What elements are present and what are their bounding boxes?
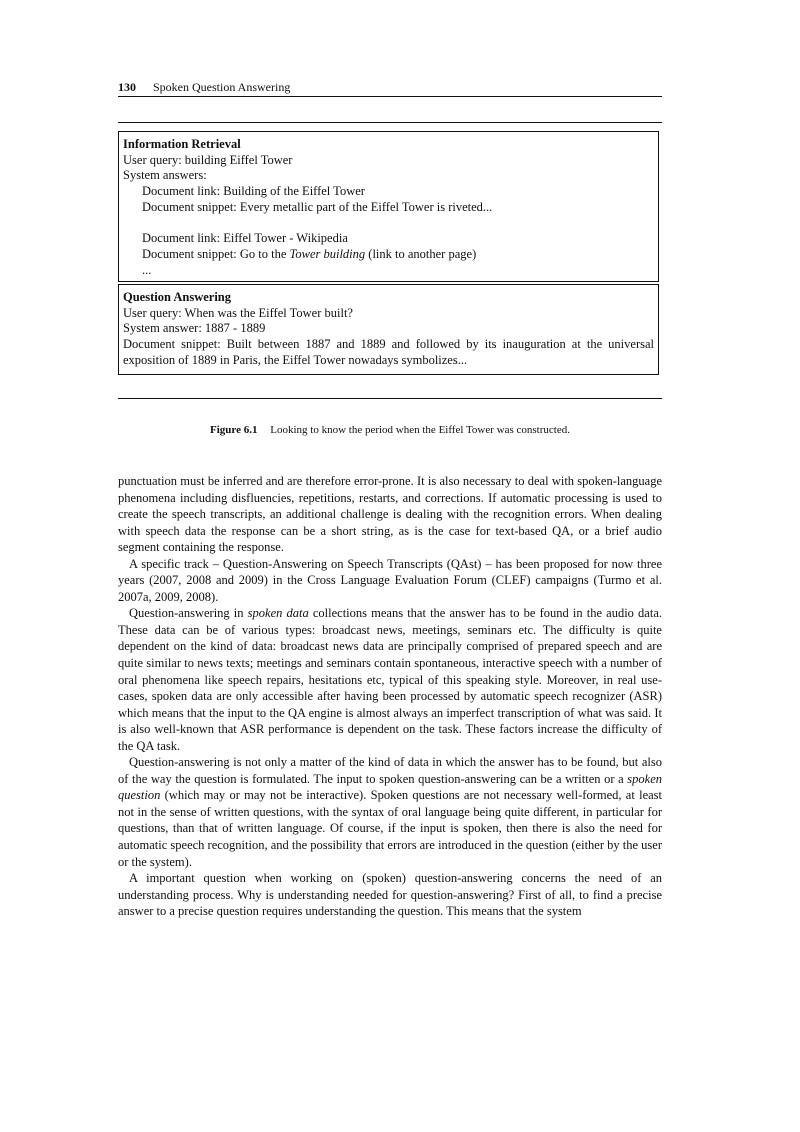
- ir-link-1: Document link: Building of the Eiffel Tower: [142, 184, 365, 199]
- paragraph-3: [118, 605, 662, 754]
- paragraph-3-start: Question-answering in: [129, 606, 248, 621]
- ir-ellipsis: ...: [142, 262, 152, 277]
- paragraph-5: A important question when working on (spoken) question-answering concerns the need of an understanding process. Why is understanding needed for question-answering? First of all, to find a precise answer to a precise question requires understanding the question. This means that the system: [118, 871, 662, 919]
- header-rule: [118, 96, 662, 97]
- qa-snippet: Document snippet: Built between 1887 and 1889 and followed by its inauguration at the universal exposition of 1889 in Paris, the Eiffel Tower nowadays symbolizes...: [123, 337, 654, 367]
- caption-label: Figure 6.1: [210, 424, 258, 436]
- page-number: 130: [118, 80, 136, 94]
- qa-answer: System answer: 1887 - 1889: [123, 321, 266, 336]
- caption-text: Looking to know the period when the Eiffel Tower was constructed.: [270, 424, 570, 436]
- ir-link-2: Document link: Eiffel Tower - Wikipedia: [142, 231, 348, 246]
- qa-box: [118, 284, 659, 375]
- ir-snippet-2-suffix: (link to another page): [365, 246, 477, 261]
- ir-snippet-2: [123, 247, 654, 263]
- ir-query: User query: building Eiffel Tower: [123, 152, 293, 167]
- ir-title: Information Retrieval: [123, 137, 241, 151]
- running-title: Spoken Question Answering: [153, 80, 291, 94]
- figure-top-rule: [118, 122, 662, 123]
- ir-snippet-2-link: Tower building: [289, 246, 366, 261]
- paragraph-4-rest: (which may or may not be interactive). Spoken questions are not necessary well-formed, at least not in the sense of written questions, with the syntax of oral language being quite different, in particular for questions, than that of written language. Of course, if the input is spoken, then there is also the need for automatic speech recognition, and the possibility that errors are introduced in the question (either by the user or the system).: [118, 788, 662, 869]
- paragraph-4-start: Question-answering is not only a matter of the kind of data in which the answer has to be found, but also of the way the question is formulated. The input to spoken question-answering can be a written or a: [118, 755, 662, 786]
- qa-title: Question Answering: [123, 290, 232, 304]
- paragraph-3-emphasis: spoken data: [247, 606, 309, 621]
- paragraph-4-emphasis: spoken question: [118, 771, 662, 803]
- body-text: [118, 473, 662, 920]
- figure-caption: [118, 423, 662, 438]
- figure-bottom-rule: [118, 398, 662, 399]
- ir-snippet-2-prefix: Document snippet: Go to the: [142, 246, 290, 261]
- paragraph-4: [118, 754, 662, 870]
- ir-answers-label: System answers:: [123, 168, 207, 183]
- ir-box: [118, 131, 659, 282]
- ir-snippet-1: Document snippet: Every metallic part of the Eiffel Tower is riveted...: [142, 199, 493, 214]
- qa-query: User query: When was the Eiffel Tower built?: [123, 305, 353, 320]
- paragraph-1: punctuation must be inferred and are therefore error-prone. It is also necessary to deal with spoken-language phenomena including disfluencies, repetitions, restarts, and corrections. If automatic processing is used to create the speech transcripts, an additional challenge is dealing with the recognition errors. When dealing with speech data the response can be a short string, as is the case for text-based QA, or a brief audio segment containing the response.: [118, 474, 662, 555]
- paragraph-2: A specific track – Question-Answering on Speech Transcripts (QAst) – has been proposed for now three years (2007, 2008 and 2009) in the Cross Language Evaluation Forum (CLEF) campaigns (Turmo et al. 2007a, 2009, 2008).: [118, 556, 662, 604]
- paragraph-3-rest: collections means that the answer has to be found in the audio data. These data can be of various types: broadcast news, meetings, seminars etc. The difficulty is quite dependent on the kind of data: broadcast news data are principally comprised of prepared speech and are quite similar to news texts; meetings and seminars contain spontaneous, interactive speech with a number of oral phenomena like speech repairs, hesitations etc, typical of this speaking style. Moreover, in real use-cases, spoken data are only accessible after having been processed by automatic speech recognizer (ASR) which means that the input to the QA engine is almost always an imperfect transcription of what was said. It is also well-known that ASR performance is dependent on the task. These factors increase the difficulty of the QA task.: [118, 606, 662, 753]
- ir-spacer: [123, 216, 654, 232]
- running-header: [118, 79, 662, 95]
